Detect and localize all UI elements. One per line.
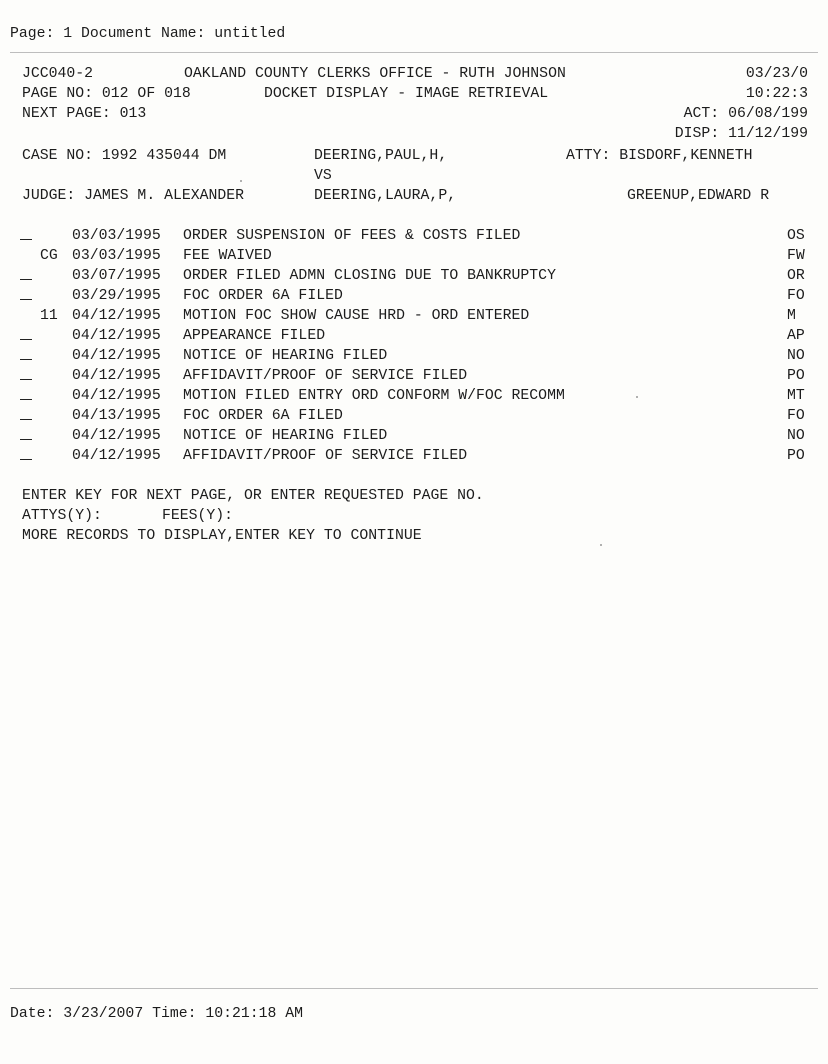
entry-code: PO bbox=[787, 448, 805, 464]
header-divider bbox=[10, 52, 818, 53]
entry-prefix bbox=[40, 366, 58, 386]
docket-entry-row[interactable] bbox=[0, 386, 828, 406]
entry-prefix bbox=[40, 226, 58, 246]
entry-date: 04/12/1995 bbox=[72, 308, 161, 324]
scan-speck bbox=[240, 180, 242, 182]
entry-code: PO bbox=[787, 368, 805, 384]
page-header: Page: 1 Document Name: untitled bbox=[10, 26, 286, 42]
entry-date: 04/13/1995 bbox=[72, 408, 161, 424]
footer-divider bbox=[10, 988, 818, 989]
entry-date: 03/03/1995 bbox=[72, 248, 161, 264]
next-page: NEXT PAGE: 013 bbox=[22, 106, 147, 122]
screen-date: 03/23/0 bbox=[745, 66, 808, 82]
entry-description: AFFIDAVIT/PROOF OF SERVICE FILED bbox=[183, 368, 468, 384]
screen-time: 10:22:3 bbox=[745, 86, 808, 102]
attorney-1: ATTY: BISDORF,KENNETH bbox=[566, 148, 753, 164]
row-select-field[interactable] bbox=[20, 419, 32, 420]
entry-description: APPEARANCE FILED bbox=[183, 328, 326, 344]
docket-entry-row[interactable] bbox=[0, 346, 828, 366]
row-select-field[interactable] bbox=[20, 239, 32, 240]
docket-entry-row[interactable] bbox=[0, 426, 828, 446]
entry-description: NOTICE OF HEARING FILED bbox=[183, 348, 388, 364]
docket-entry-row[interactable] bbox=[0, 366, 828, 386]
disp-date: DISP: 11/12/199 bbox=[674, 126, 808, 142]
versus-label: VS bbox=[314, 168, 332, 184]
entry-description: ORDER SUSPENSION OF FEES & COSTS FILED bbox=[183, 228, 521, 244]
entry-code: OS bbox=[787, 228, 805, 244]
judge-name: JUDGE: JAMES M. ALEXANDER bbox=[22, 188, 244, 204]
entry-date: 04/12/1995 bbox=[72, 428, 161, 444]
entry-date: 03/03/1995 bbox=[72, 228, 161, 244]
docket-entry-row[interactable] bbox=[0, 306, 828, 326]
row-select-field[interactable] bbox=[20, 399, 32, 400]
screen-title: DOCKET DISPLAY - IMAGE RETRIEVAL bbox=[264, 86, 549, 102]
case-number: CASE NO: 1992 435044 DM bbox=[22, 148, 227, 164]
entry-description: ORDER FILED ADMN CLOSING DUE TO BANKRUPTCY bbox=[183, 268, 556, 284]
entry-date: 04/12/1995 bbox=[72, 328, 161, 344]
entry-prefix bbox=[40, 326, 58, 346]
entry-code: NO bbox=[787, 428, 805, 444]
entry-code: OR bbox=[787, 268, 805, 284]
entry-prefix bbox=[40, 406, 58, 426]
entry-description: NOTICE OF HEARING FILED bbox=[183, 428, 388, 444]
entry-code: FW bbox=[787, 248, 805, 264]
entry-prefix bbox=[40, 426, 58, 446]
entry-date: 04/12/1995 bbox=[72, 348, 161, 364]
entry-date: 03/07/1995 bbox=[72, 268, 161, 284]
row-select-field[interactable] bbox=[20, 359, 32, 360]
docket-entry-row[interactable] bbox=[0, 246, 828, 266]
docket-entry-row[interactable] bbox=[0, 446, 828, 466]
entry-date: 04/12/1995 bbox=[72, 388, 161, 404]
row-select-field[interactable] bbox=[20, 439, 32, 440]
defendant-name: DEERING,LAURA,P, bbox=[314, 188, 457, 204]
act-date: ACT: 06/08/199 bbox=[683, 106, 808, 122]
row-select-field[interactable] bbox=[20, 279, 32, 280]
docket-entry-row[interactable] bbox=[0, 406, 828, 426]
entry-description: FOC ORDER 6A FILED bbox=[183, 288, 343, 304]
entry-description: AFFIDAVIT/PROOF OF SERVICE FILED bbox=[183, 448, 468, 464]
scan-speck bbox=[600, 544, 602, 546]
scan-speck bbox=[636, 396, 638, 398]
page-number: PAGE NO: 012 OF 018 bbox=[22, 86, 191, 102]
row-select-field[interactable] bbox=[20, 299, 32, 300]
prompt-more-records: MORE RECORDS TO DISPLAY,ENTER KEY TO CONTINUE bbox=[22, 528, 422, 544]
entry-code: FO bbox=[787, 408, 805, 424]
entry-date: 04/12/1995 bbox=[72, 448, 161, 464]
docket-entry-row[interactable] bbox=[0, 326, 828, 346]
entry-description: MOTION FILED ENTRY ORD CONFORM W/FOC RECOMM bbox=[183, 388, 565, 404]
entry-description: FOC ORDER 6A FILED bbox=[183, 408, 343, 424]
entry-description: FEE WAIVED bbox=[183, 248, 272, 264]
docket-entry-row[interactable] bbox=[0, 266, 828, 286]
fees-field-label[interactable]: FEES(Y): bbox=[162, 508, 234, 524]
entry-code: M bbox=[787, 308, 796, 324]
entry-code: NO bbox=[787, 348, 805, 364]
office-name: OAKLAND COUNTY CLERKS OFFICE - RUTH JOHNSON bbox=[184, 66, 566, 82]
page-footer: Date: 3/23/2007 Time: 10:21:18 AM bbox=[10, 1006, 304, 1022]
docket-entry-row[interactable] bbox=[0, 226, 828, 246]
entry-prefix: 11 bbox=[40, 308, 58, 324]
attys-field-label[interactable]: ATTYS(Y): bbox=[22, 508, 102, 524]
entry-date: 04/12/1995 bbox=[72, 368, 161, 384]
row-select-field[interactable] bbox=[20, 339, 32, 340]
entry-prefix bbox=[40, 386, 58, 406]
prompt-next-page: ENTER KEY FOR NEXT PAGE, OR ENTER REQUESTED PAGE NO. bbox=[22, 488, 484, 504]
entry-prefix bbox=[40, 346, 58, 366]
entry-prefix bbox=[40, 446, 58, 466]
program-id: JCC040-2 bbox=[22, 66, 94, 82]
attorney-2: GREENUP,EDWARD R bbox=[627, 188, 770, 204]
entry-code: MT bbox=[787, 388, 805, 404]
row-select-field[interactable] bbox=[20, 379, 32, 380]
entry-prefix bbox=[40, 286, 58, 306]
entry-code: AP bbox=[787, 328, 805, 344]
entry-description: MOTION FOC SHOW CAUSE HRD - ORD ENTERED bbox=[183, 308, 530, 324]
plaintiff-name: DEERING,PAUL,H, bbox=[314, 148, 448, 164]
entry-prefix: CG bbox=[40, 248, 58, 264]
entry-prefix bbox=[40, 266, 58, 286]
entry-date: 03/29/1995 bbox=[72, 288, 161, 304]
row-select-field[interactable] bbox=[20, 459, 32, 460]
entry-code: FO bbox=[787, 288, 805, 304]
docket-entry-row[interactable] bbox=[0, 286, 828, 306]
